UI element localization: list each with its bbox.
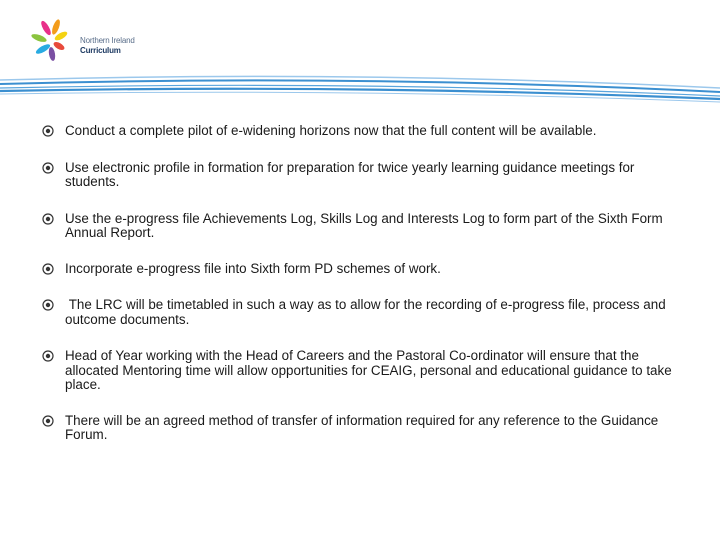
logo-line-1: Northern Ireland (80, 36, 135, 45)
list-item (42, 262, 682, 277)
petals-logo-icon (30, 18, 78, 66)
circle-dot-bullet-icon (42, 125, 54, 137)
ni-curriculum-logo (30, 18, 170, 74)
circle-dot-bullet-icon (42, 263, 54, 275)
bullet-list (42, 124, 682, 443)
circle-dot-bullet-icon (42, 213, 54, 225)
list-item (42, 349, 682, 393)
circle-dot-bullet-icon (42, 350, 54, 362)
bullet-text: Use the e-progress file Achievements Log, Skills Log and Interests Log to form part of the Sixth Form Annual Report. (65, 210, 663, 240)
circle-dot-bullet-icon (42, 162, 54, 174)
bullet-text: There will be an agreed method of transfer of information required for any reference to the Guidance Forum. (65, 412, 659, 442)
bullet-text: The LRC will be timetabled in such a way as to allow for the recording of e-progress file, process and outcome documents. (65, 297, 670, 327)
header-swoosh-divider (0, 68, 720, 108)
bullet-text: Head of Year working with the Head of Careers and the Pastoral Co-ordinator will ensure that the allocated Mentoring time will allow opportunities for CEAIG, personal and educational guidance to take place. (65, 348, 672, 392)
circle-dot-bullet-icon (42, 299, 54, 311)
bullet-text: Incorporate e-progress file into Sixth form PD schemes of work. (65, 260, 441, 276)
list-item (42, 161, 682, 190)
list-item (42, 212, 682, 241)
bullet-text: Conduct a complete pilot of e-widening horizons now that the full content will be available. (65, 123, 597, 138)
list-item (42, 298, 682, 327)
bullet-text: Use electronic profile in formation for preparation for twice yearly learning guidance meetings for students. (65, 159, 635, 189)
logo-line-2: Curriculum (80, 46, 121, 55)
list-item (42, 414, 682, 443)
list-item (42, 124, 682, 139)
circle-dot-bullet-icon (42, 415, 54, 427)
